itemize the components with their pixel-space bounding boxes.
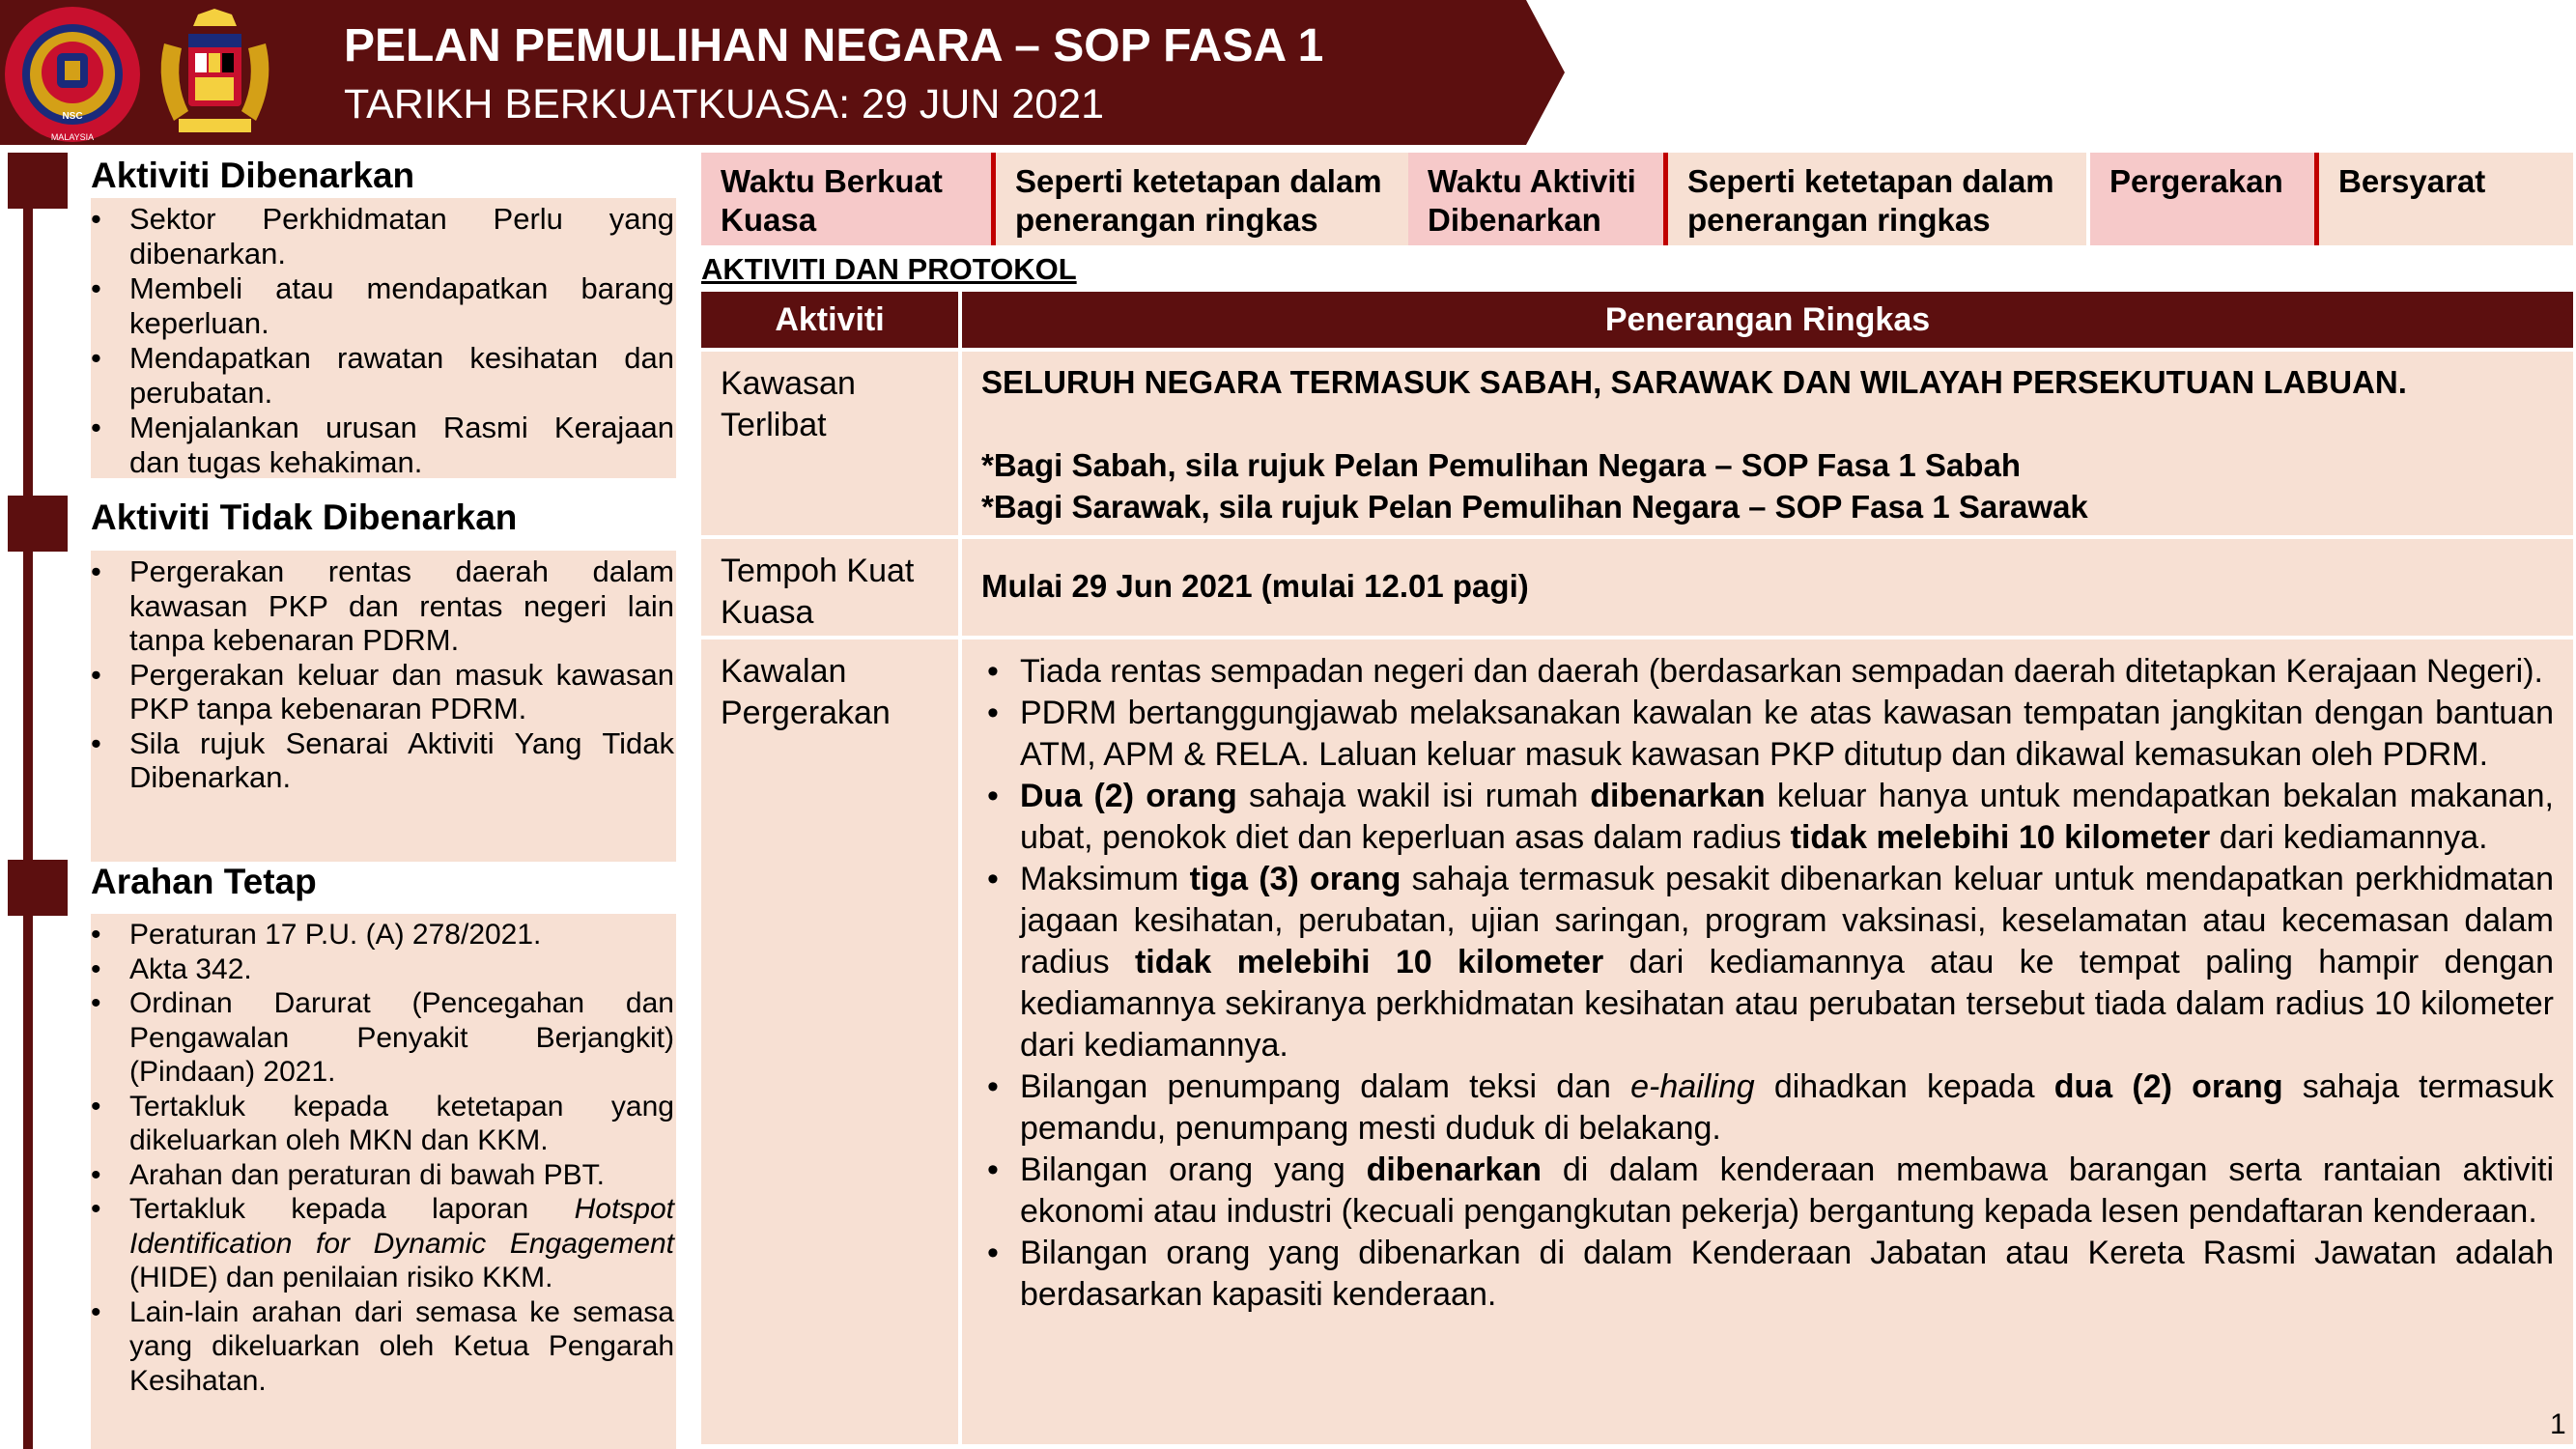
effective-date: TARIKH BERKUATKUASA: 29 JUN 2021: [344, 81, 1104, 128]
text-run: sahaja termasuk pemandu, penumpang mesti duduk di belakang.: [1020, 1068, 2554, 1147]
row-content-tempoh: [962, 539, 2573, 636]
waktu-berkuat-value: Seperti ketetapan dalam penerangan ringkas: [996, 153, 1408, 245]
row-label-tempoh: Tempoh Kuat Kuasa: [701, 539, 958, 636]
text-run-italic: Hotspot Identification for Dynamic Engagement: [129, 1193, 674, 1260]
section-title-dibenarkan: Aktiviti Dibenarkan: [91, 156, 415, 195]
section-heading: AKTIVITI DAN PROTOKOL: [701, 252, 1077, 286]
arahan-tetap-box: [91, 914, 676, 1449]
waktu-aktiviti-label: Waktu Aktiviti Dibenarkan: [1408, 153, 1663, 245]
waktu-aktiviti-value: Seperti ketetapan dalam penerangan ringkas: [1668, 153, 2086, 245]
list-item: • Sila rujuk Senarai Aktiviti Yang Tidak Dibenarkan.: [91, 726, 674, 795]
page-number: 1: [2550, 1408, 2566, 1440]
table-header-penerangan: Penerangan Ringkas: [962, 292, 2573, 348]
list-item: • Mendapatkan rawatan kesihatan dan perubatan.: [91, 341, 674, 411]
list-item: [91, 1192, 674, 1295]
text-run: sahaja termasuk pesakit dibenarkan keluar untuk mendapatkan perkhidmatan jagaan kesihatan, perubatan, ujian saringan, program vaksinasi, keselamatan atau kecemasan dalam radius: [1020, 861, 2554, 980]
text-run: keluar hanya untuk mendapatkan bekalan makanan, ubat, penokok diet dan keperluan asas dalam radius: [1020, 778, 2554, 856]
list-item: • Pergerakan keluar dan masuk kawasan PKP tanpa kebenaran PDRM.: [91, 658, 674, 726]
page-title: PELAN PEMULIHAN NEGARA – SOP FASA 1: [344, 20, 1324, 71]
section-title-tidak-dibenarkan: Aktiviti Tidak Dibenarkan: [91, 497, 518, 537]
list-item: [981, 859, 2554, 1066]
text-run-bold: tidak melebihi 10 kilometer: [1790, 819, 2211, 856]
list-item: • Peraturan 17 P.U. (A) 278/2021.: [91, 918, 674, 952]
text-run: dari kediamannya.: [2210, 819, 2488, 856]
section-marker: [8, 496, 68, 552]
list-item: • Akta 342.: [91, 952, 674, 987]
text-run: dari kediamannya atau ke tempat paling hampir dengan kediamannya sekiranya perkhidmatan kesihatan atau perubatan tersebut tiada dalam radius 10 kilometer dari kediamannya.: [1020, 944, 2554, 1064]
text-run-bold: Dua (2) orang: [1020, 778, 1237, 814]
list-item: • Sektor Perkhidmatan Perlu yang dibenarkan.: [91, 202, 674, 271]
list-item: • Menjalankan urusan Rasmi Kerajaan dan tugas kehakiman.: [91, 411, 674, 480]
nsc-badge-text: NSC: [62, 111, 83, 122]
tidak-dibenarkan-box: [91, 551, 676, 862]
section-title-arahan-tetap: Arahan Tetap: [91, 862, 317, 901]
header-arrow: [1526, 0, 1565, 145]
text-run: Tertakluk kepada laporan: [129, 1193, 575, 1225]
text-run-bold: tiga (3) orang: [1189, 861, 1401, 897]
row-label-kawasan: Kawasan Terlibat: [701, 352, 958, 535]
row-content-kawasan: [962, 352, 2573, 535]
list-item: • Tertakluk kepada ketetapan yang dikeluarkan oleh MKN dan KKM.: [91, 1090, 674, 1158]
coat-of-arms-logo: [145, 5, 285, 145]
nsc-logo: [3, 5, 143, 145]
kawasan-line-1: SELURUH NEGARA TERMASUK SABAH, SARAWAK DAN WILAYAH PERSEKUTUAN LABUAN.: [981, 364, 2407, 400]
text-run: di dalam kenderaan membawa barangan serta rantaian aktiviti ekonomi atau industri (kecuali pengangkutan pekerja) bergantung kepada lesen pendaftaran kenderaan.: [1020, 1151, 2555, 1230]
waktu-berkuat-label: Waktu Berkuat Kuasa: [701, 153, 991, 245]
text-run: sahaja wakil isi rumah: [1236, 778, 1591, 814]
list-item: • Tiada rentas sempadan negeri dan daerah (berdasarkan sempadan daerah ditetapkan Kerajaan Negeri).: [981, 651, 2554, 693]
list-item: • PDRM bertanggungjawab melaksanakan kawalan ke atas kawasan tempatan jangkitan dengan bantuan ATM, APM & RELA. Laluan keluar masuk kawasan PKP ditutup dan dikawal kemasukan oleh PDRM.: [981, 693, 2554, 776]
text-run: (HIDE) dan penilaian risiko KKM.: [129, 1262, 553, 1293]
text-run: Maksimum: [1020, 861, 1190, 897]
nsc-bottom-text: MALAYSIA: [50, 132, 95, 142]
list-item: • Pergerakan rentas daerah dalam kawasan PKP dan rentas negeri lain tanpa kebenaran PDRM.: [91, 554, 674, 658]
pergerakan-value: Bersyarat: [2319, 153, 2573, 245]
list-item: • Arahan dan peraturan di bawah PBT.: [91, 1158, 674, 1193]
list-item: • Ordinan Darurat (Pencegahan dan Pengawalan Penyakit Berjangkit) (Pindaan) 2021.: [91, 986, 674, 1090]
table-header-aktiviti: Aktiviti: [701, 292, 958, 348]
list-item: [981, 1150, 2554, 1233]
list-item: • Lain-lain arahan dari semasa ke semasa yang dikeluarkan oleh Ketua Pengarah Kesihatan.: [91, 1295, 674, 1399]
left-vertical-rule: [23, 155, 33, 1449]
text-run-italic: e-hailing: [1630, 1068, 1755, 1105]
dibenarkan-box: [91, 198, 676, 478]
text-run-bold: dua (2) orang: [2053, 1068, 2283, 1105]
section-marker: [8, 153, 68, 209]
pergerakan-label: Pergerakan: [2090, 153, 2314, 245]
section-marker: [8, 860, 68, 916]
text-run: Bilangan penumpang dalam teksi dan: [1020, 1068, 1631, 1105]
spacer: [981, 403, 2554, 444]
tempoh-value: Mulai 29 Jun 2021 (mulai 12.01 pagi): [981, 568, 1529, 604]
list-item: • Bilangan orang yang dibenarkan di dalam Kenderaan Jabatan atau Kereta Rasmi Jawatan adalah berdasarkan kapasiti kenderaan.: [981, 1233, 2554, 1316]
text-run-bold: dibenarkan: [1590, 778, 1766, 814]
list-item: • Membeli atau mendapatkan barang keperluan.: [91, 271, 674, 341]
text-run: dihadkan kepada: [1754, 1068, 2054, 1105]
list-item: [981, 1066, 2554, 1150]
text-run: Bilangan orang yang: [1020, 1151, 1367, 1188]
kawasan-line-3: *Bagi Sarawak, sila rujuk Pelan Pemulihan Negara – SOP Fasa 1 Sarawak: [981, 489, 2088, 525]
row-content-kawalan: [962, 639, 2573, 1444]
row-label-kawalan: Kawalan Pergerakan: [701, 639, 958, 1444]
list-item: [981, 776, 2554, 859]
text-run-bold: tidak melebihi 10 kilometer: [1134, 944, 1604, 980]
kawasan-line-2: *Bagi Sabah, sila rujuk Pelan Pemulihan Negara – SOP Fasa 1 Sabah: [981, 447, 2021, 483]
text-run-bold: dibenarkan: [1366, 1151, 1542, 1188]
